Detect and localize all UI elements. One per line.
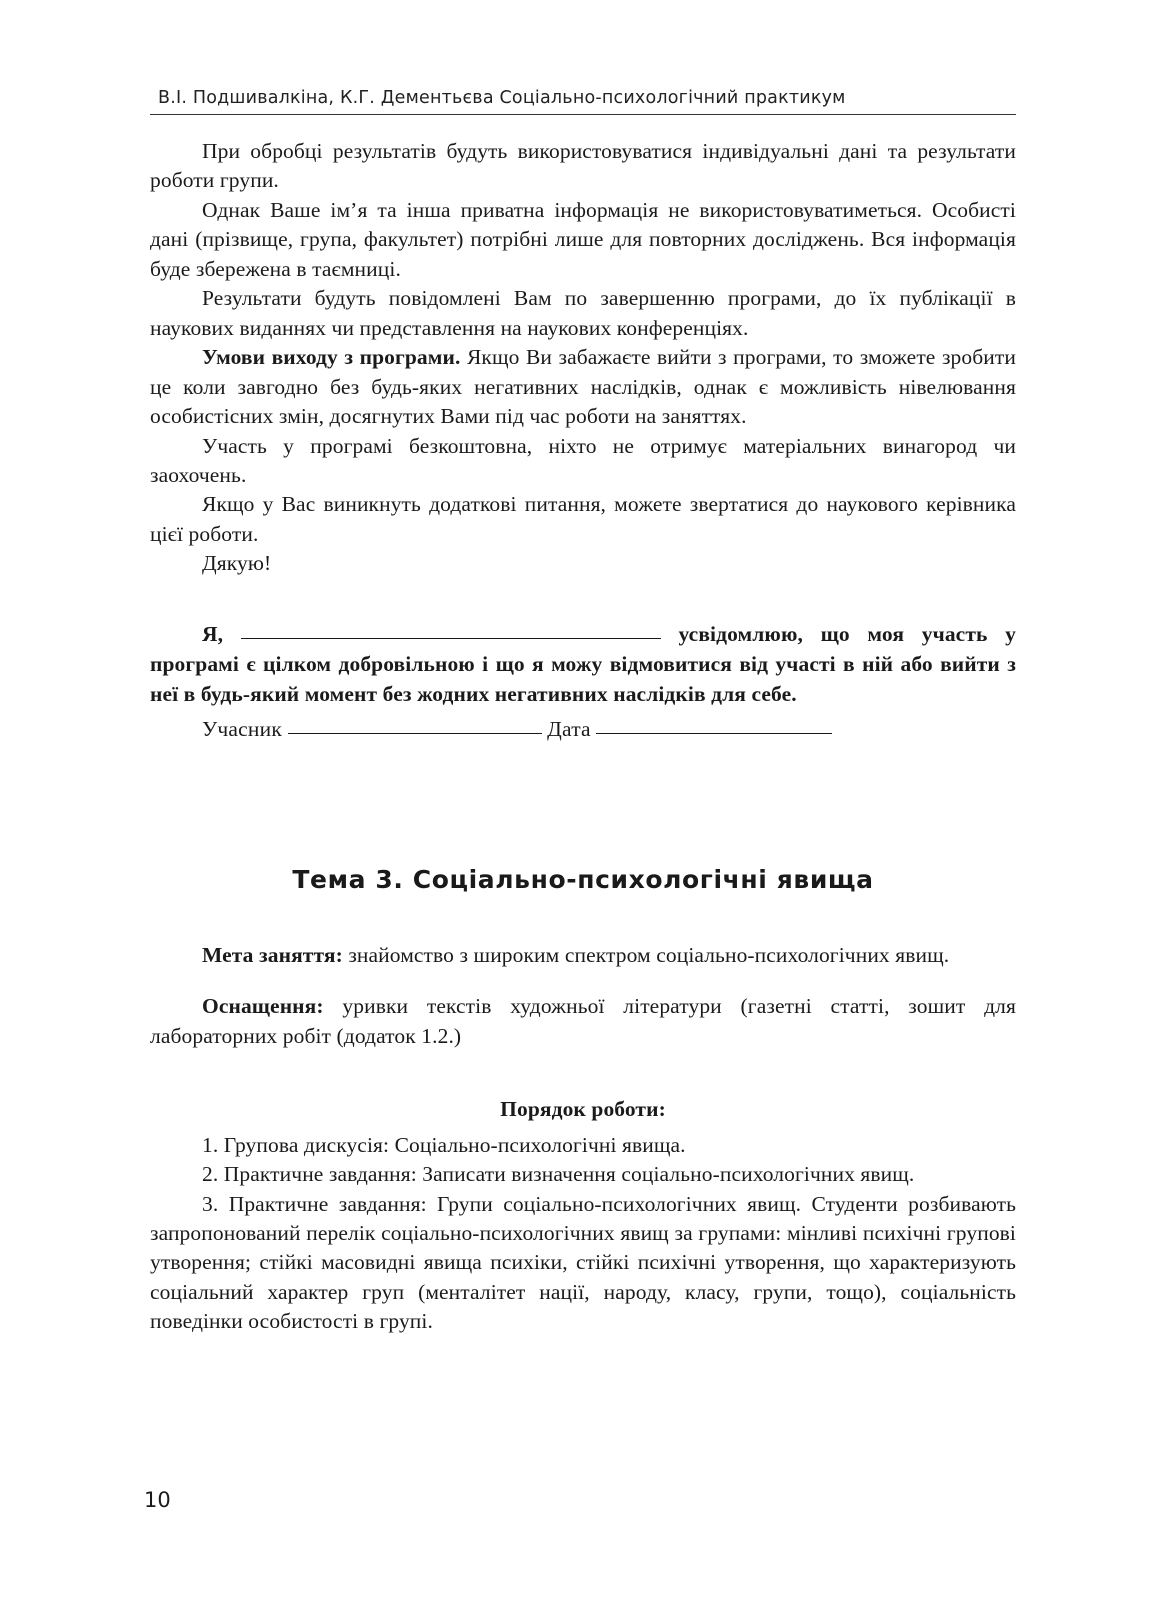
running-head: В.І. Подшивалкіна, К.Г. Дементьєва Соціально-психологічний практикум xyxy=(158,88,846,108)
consent-prefix: Я, xyxy=(202,621,224,646)
paragraph-intro-results: При обробці результатів будуть використовуватися індивідуальні дані та результати роботи групи. xyxy=(150,139,1016,193)
equipment-text: уривки текстів художньої літератури (газетні статті, зошит для лабораторних робіт (додаток 1.2.) xyxy=(150,994,1016,1048)
consent-statement xyxy=(150,619,1016,709)
consent-name-blank[interactable] xyxy=(241,638,661,639)
paragraph-goal xyxy=(150,941,1016,970)
paragraph-free-participation: Участь у програмі безкоштовна, ніхто не отримує матеріальних винагород чи заохочень. xyxy=(150,433,1016,487)
page-number: 10 xyxy=(144,1488,171,1512)
exit-conditions-text: Якщо Ви забажаєте вийти з програми, то зможете зробити це коли завгодно без будь-яких негативних наслідків, однак є можливість нівелювання особистісних змін, досягнутих Вами під час роботи на заняттях. xyxy=(150,345,1016,429)
header-divider xyxy=(150,114,1016,115)
paragraph-thanks: Дякую! xyxy=(202,551,272,576)
paragraph-publication: Результати будуть повідомлені Вам по завершенню програми, до їх публікації в наукових виданнях чи представлення на наукових конференціях. xyxy=(150,286,1016,340)
participant-signature-blank[interactable] xyxy=(288,733,542,734)
body-content xyxy=(150,137,1016,1337)
paragraph-questions: Якщо у Вас виникнуть додаткові питання, можете звертатися до наукового керівника цієї роботи. xyxy=(150,492,1016,546)
date-blank[interactable] xyxy=(596,733,832,734)
procedure-item-3: 3. Практичне завдання: Групи соціально-психологічних явищ. Студенти розбивають запропонований перелік соціально-психологічних явищ за групами: мінливі психічні групові утворення; стійкі масовидні явища психіки, стійкі психічні утворення, що характеризують соціальний характер груп (менталітет нації, народу, класу, групи, тощо), соціальність поведінки особистості в групі. xyxy=(150,1191,1016,1334)
goal-label: Мета заняття: xyxy=(202,942,343,967)
procedure-heading: Порядок роботи: xyxy=(500,1097,666,1122)
paragraph-equipment xyxy=(150,992,1016,1051)
spacer xyxy=(150,970,1016,992)
spacer xyxy=(150,1051,1016,1061)
procedure-item-1: 1. Групова дискусія: Соціально-психологічні явища. xyxy=(202,1132,686,1157)
procedure-item-2: 2. Практичне завдання: Записати визначення соціально-психологічних явищ. xyxy=(202,1162,915,1187)
equipment-label: Оснащення: xyxy=(202,994,324,1019)
topic-heading: Тема 3. Соціально-психологічні явища xyxy=(292,864,874,894)
paragraph-privacy: Однак Ваше ім’я та інша приватна інформація не використовуватиметься. Особисті дані (прізвище, група, факультет) потрібні лише для повторних досліджень. Вся інформація буде збережена в таємниці. xyxy=(150,197,1016,281)
date-label: Дата xyxy=(547,717,591,742)
paragraph-exit-conditions xyxy=(150,343,1016,431)
participant-label: Учасник xyxy=(202,717,282,742)
goal-text: знайомство з широким спектром соціально-психологічних явищ. xyxy=(342,942,950,967)
exit-conditions-lead: Умови виходу з програми. xyxy=(202,345,461,370)
consent-suffix: усвідомлюю, що моя участь у програмі є цілком добровільною і що я можу відмовитися від участі в ній або вийти з неї в будь-який момент без жодних негативних наслідків для себе. xyxy=(150,621,1016,706)
signature-line xyxy=(150,715,1016,744)
